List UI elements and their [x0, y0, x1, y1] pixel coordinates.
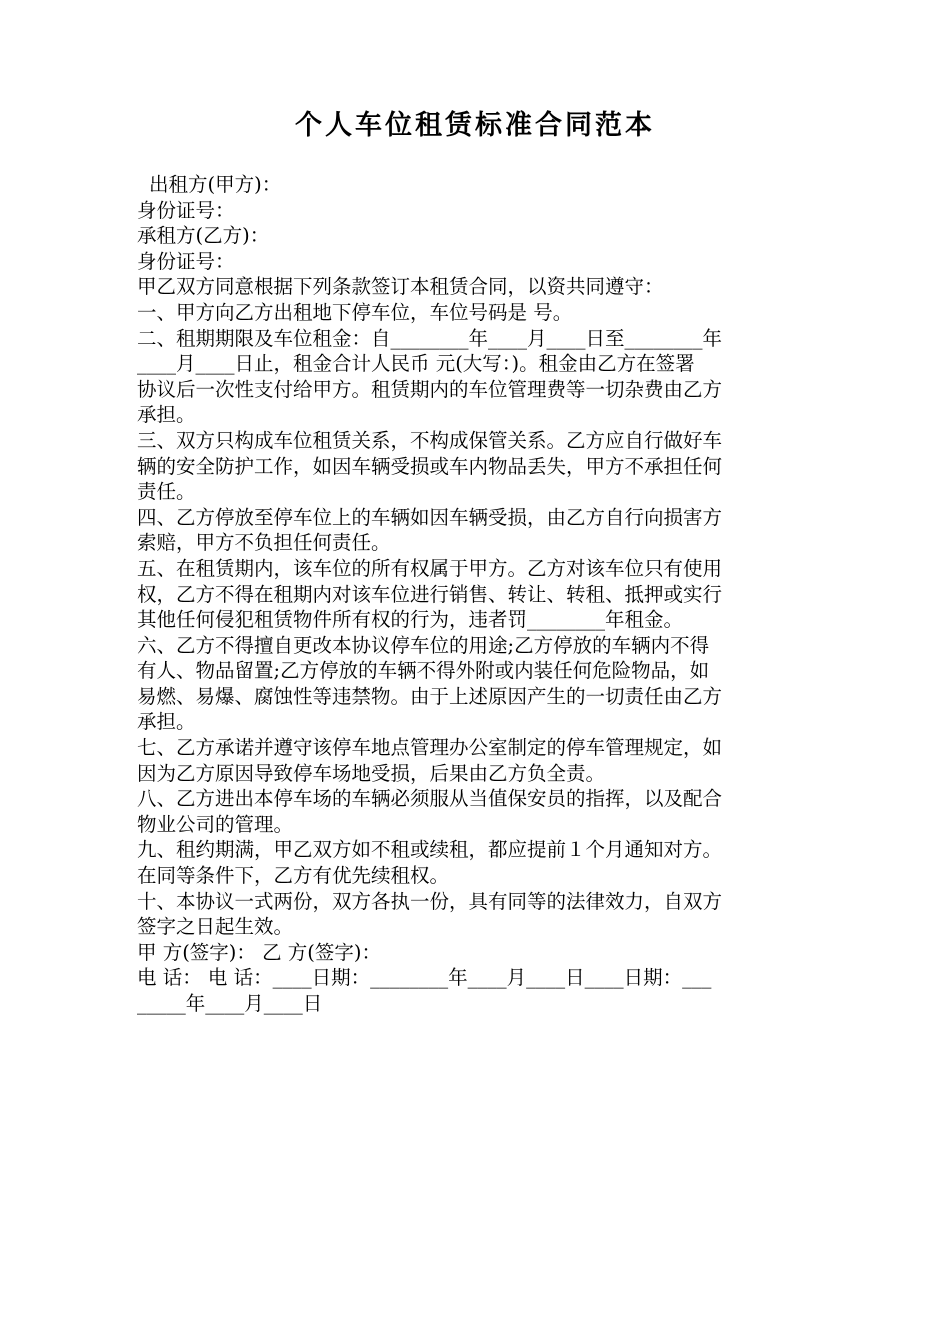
clause-2-line: 承担。: [137, 403, 196, 427]
clause-6-line: 六、乙方不得擅自更改本协议停车位的用途;乙方停放的车辆内不得: [137, 633, 710, 657]
clause-6-line: 有人、物品留置;乙方停放的车辆不得外附或内装任何危险物品，如: [137, 659, 710, 683]
lessee-line: 承租方(乙方)：: [137, 224, 270, 248]
clause-2-line: 协议后一次性支付给甲方。租赁期内的车位管理费等一切杂费由乙方: [137, 377, 723, 401]
clause-7-line: 因为乙方原因导致停车场地受损，后果由乙方负全责。: [137, 761, 606, 785]
clause-8-line: 八、乙方进出本停车场的车辆必须服从当值保安员的指挥，以及配合: [137, 787, 723, 811]
clause-3-line: 三、双方只构成车位租赁关系，不构成保管关系。乙方应自行做好车: [137, 428, 723, 452]
clause-9-line: 在同等条件下，乙方有优先续租权。: [137, 864, 450, 888]
clause-7-line: 七、乙方承诺并遵守该停车地点管理办公室制定的停车管理规定，如: [137, 736, 723, 760]
clause-10-line: 签字之日起生效。: [137, 915, 294, 939]
lessee-id-line: 身份证号：: [137, 249, 235, 273]
clause-2-line: ____月____日止，租金合计人民币 元(大写：)。租金由乙方在签署: [137, 352, 695, 376]
clause-9-line: 九、租约期满，甲乙双方如不租或续租，都应提前１个月通知对方。: [137, 838, 723, 862]
clause-5-line: 其他任何侵犯租赁物件所有权的行为，违者罚________年租金。: [137, 608, 684, 632]
contract-body: [137, 172, 817, 1017]
clause-3-line: 辆的安全防护工作，如因车辆受损或车内物品丢失，甲方不承担任何: [137, 454, 723, 478]
clause-1-line: 一、甲方向乙方出租地下停车位，车位号码是 号。: [137, 300, 573, 324]
preamble-line: 甲乙双方同意根据下列条款签订本租赁合同，以资共同遵守：: [137, 275, 664, 299]
clause-5-line: 五、在租赁期内，该车位的所有权属于甲方。乙方对该车位只有使用: [137, 556, 723, 580]
document-title: 个人车位租赁标准合同范本: [295, 110, 655, 141]
lessor-id-line: 身份证号：: [137, 198, 235, 222]
signature-line: 甲 方(签字)： 乙 方(签字)：: [137, 940, 382, 964]
clause-5-line: 权，乙方不得在租期内对该车位进行销售、转让、转租、抵押或实行: [137, 582, 723, 606]
clause-4-line: 四、乙方停放至停车位上的车辆如因车辆受损，由乙方自行向损害方: [137, 505, 723, 529]
lessor-line: 出租方(甲方)：: [149, 173, 282, 196]
date-line: _____年____月____日: [137, 992, 323, 1015]
clause-2-line: 二、租期期限及车位租金：自________年____月____日至________年: [137, 326, 723, 350]
clause-6-line: 易燃、易爆、腐蚀性等违禁物。由于上述原因产生的一切责任由乙方: [137, 684, 723, 708]
phone-date-line: 电 话： 电 话：____日期：________年____月____日____日期：___: [137, 966, 712, 990]
clause-8-line: 物业公司的管理。: [137, 812, 294, 836]
clause-3-line: 责任。: [137, 480, 196, 504]
clause-6-line: 承担。: [137, 710, 196, 734]
clause-4-line: 索赔，甲方不负担任何责任。: [137, 531, 391, 555]
clause-10-line: 十、本协议一式两份，双方各执一份，具有同等的法律效力，自双方: [137, 889, 723, 913]
